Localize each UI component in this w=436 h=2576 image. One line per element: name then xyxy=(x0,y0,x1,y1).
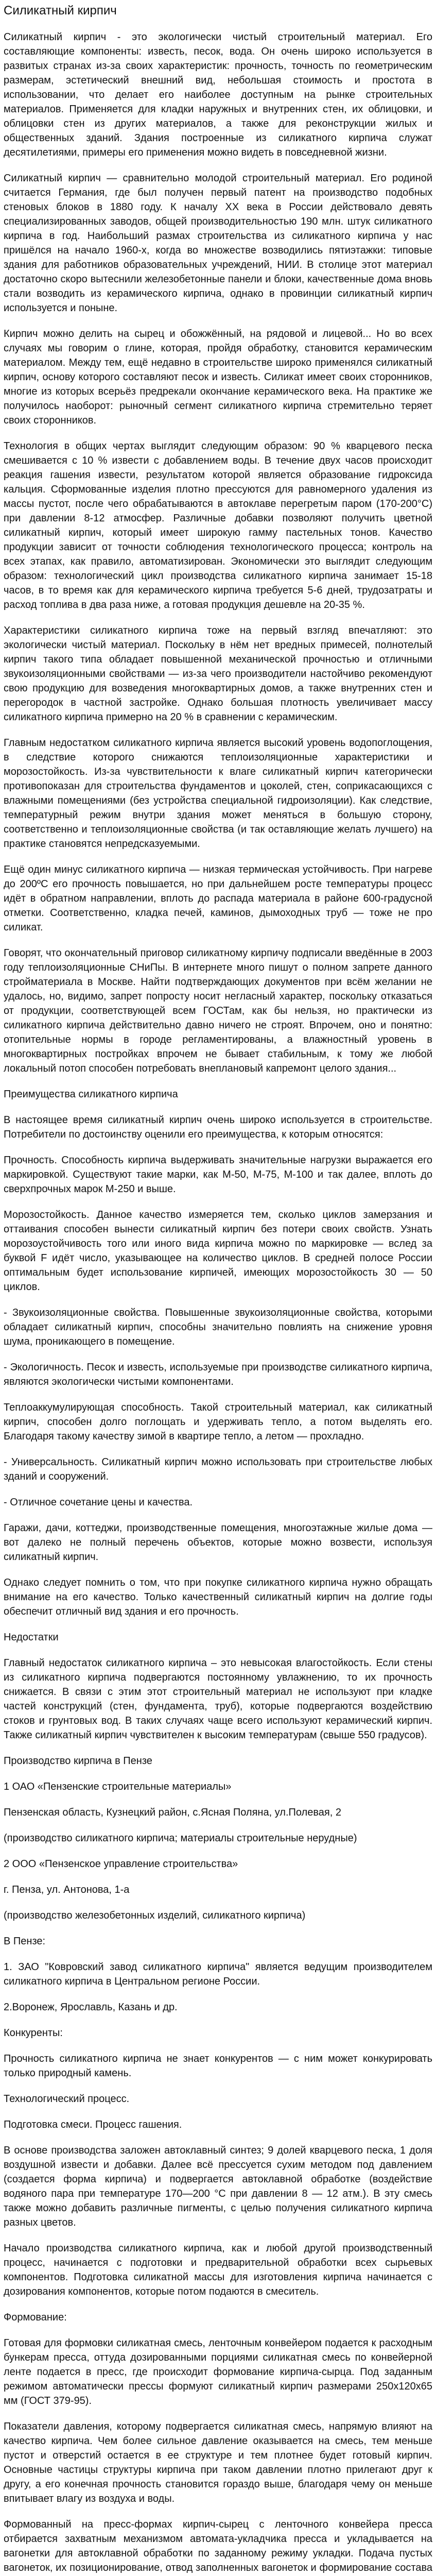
section-heading-production-penza: Производство кирпича в Пензе xyxy=(4,1755,152,1767)
intro-paragraph: Говорят, что окончательный приговор силикатному кирпичу подписали введённые в 2003 году теплоизоляционные СНиПы. В интернете много пишут о полном запрете данного стройматериала в Москве. Найти подтверждающих документов при всём желании не удалось, но, видимо, запрет попросту носит негласный характер, поскольку отказаться от продукции, соответствующей всем ГОСТам, как бы нельзя, но практически из силикатного кирпича действительно давно ничего не строят. Впрочем, оно и понятно: отопительные нормы в городе регламентированы, а влажностный уровень в многоквартирных постройках впрочем не бывает стабильным, к тому же любой локальный потоп способен потребовать внеплановый капремонт целого здания... xyxy=(4,947,432,1074)
disadvantages-text: Главный недостаток силикатного кирпича – это невысокая влагостойкость. Если стены из силикатного кирпича подвергаются постоянному увлажнению, то их прочность снижается. В связи с этим этот строительный материал не используют при кладке частей конструкций (стен, фундамента, труб), которые подвергаются воздействию стоков и грунтовых вод. В таких случаях чаще всего используют керамический кирпич. Также силикатный кирпич чувствителен к высоким температурам (свыше 550 градусов). xyxy=(4,1657,432,1741)
advantages-note: Однако следует помнить о том, что при покупке силикатного кирпича нужно обращать внимание на его качество. Только качественный силикатный кирпич на долгие годы обеспечит отличный вид здания и его прочность. xyxy=(4,1577,432,1617)
advantage-item: - Отличное сочетание цены и качества. xyxy=(4,1497,193,1508)
other-producer-item: 1. ЗАО "Ковровский завод силикатного кирпича" является ведущим производителем силикатного кирпича в Центральном регионе России. xyxy=(4,1961,432,1987)
section-heading-disadvantages: Недостатки xyxy=(4,1632,59,1643)
section-heading-advantages: Преимущества силикатного кирпича xyxy=(4,1089,178,1100)
intro-paragraph: Технология в общих чертах выглядит следующим образом: 90 % кварцевого песка смешивается с 10 % извести с добавлением воды. В течение двух часов происходит реакция гашения извести, результатом которой является образование гидроксида кальция. Сформованные изделия плотно прессуются для равномерного удаления из массы пустот, после чего обрабатываются в автоклаве перегретым паром (170-200°С) при давлении 8-12 атмосфер. Различные добавки позволяют получить цветной силикатный кирпич, который имеет широкую гамму пастельных тонов. Качество продукции зависит от точности соблюдения технологического процесса; контроль на всех этапах, как правило, автоматизирован. Экономически это выглядит следующим образом: технологический цикл производства силикатного кирпича занимает 15-18 часов, в то время как для керамического кирпича требуется 5-6 дней, трудозатраты и расход топлива в два раза ниже, а готовая продукция дешевле на 20-35 %. xyxy=(4,440,432,611)
competitors-text: Прочность силикатного кирпича не знает конкурентов — с ним может конкурировать только природный камень. xyxy=(4,2053,432,2079)
process-subheading: Подготовка смеси. Процесс гашения. xyxy=(4,2119,182,2130)
advantage-item: Прочность. Способность кирпича выдерживать значительные нагрузки выражается его маркировкой. Существуют такие марки, как М-50, М-75, М-100 и так далее, вплоть до сверхпрочных марок М-250 и выше. xyxy=(4,1155,432,1195)
producer-line: (производство железобетонных изделий, силикатного кирпича) xyxy=(4,1910,306,1921)
advantage-item: Морозостойкость. Данное качество измеряется тем, сколько циклов замерзания и оттаивания способен вынести силикатный кирпич без потери своих свойств. Узнать морозоустойчивость того или иного вида кирпича можно по маркировке — вслед за буквой F идёт число, указывающее на количество циклов. В средней полосе России оптимальным будет использование кирпичей, имеющих морозостойкость 30 — 50 циклов. xyxy=(4,1209,432,1293)
advantage-item: - Универсальность. Силикатный кирпич можно использовать при строительстве любых зданий и сооружений. xyxy=(4,1456,432,1482)
producer-line: 1 ОАО «Пензенские строительные материалы» xyxy=(4,1781,232,1792)
document-title: Силикатный кирпич xyxy=(4,4,117,18)
process-paragraph: Готовая для формовки силикатная смесь, ленточным конвейером подается к расходным бункерам пресса, оттуда дозированными порциями силикатная смесь по конвейерной ленте подается в пресс, где происходит формование кирпича-сырца. Под заданным режимом автоматически прессы формуют силикатный кирпич размерами 250x120x65 мм (ГОСТ 379-95). xyxy=(4,2337,432,2406)
advantage-item: - Экологичность. Песок и известь, используемые при производстве силикатного кирпича, являются экологически чистыми компонентами. xyxy=(4,1362,432,1387)
producer-line: Пензенская область, Кузнецкий район, с.Ясная Поляна, ул.Полевая, 2 xyxy=(4,1807,341,1818)
producer-line: 2 ООО «Пензенское управление строительства» xyxy=(4,1858,238,1870)
process-subheading-forming: Формование: xyxy=(4,2312,67,2323)
intro-paragraph: Кирпич можно делить на сырец и обожжённый, на рядовой и лицевой... Но во всех случаях мы говорим о глине, которая, пройдя обработку, становится керамическим материалом. Между тем, ещё недавно в строительстве широко применялся силикатный кирпич, основу которого составляют песок и известь. Силикат имеет своих сторонников, многие из которых всерьёз предрекали окончание керамического века. На практике же получилось наоборот: рыночный сегмент силикатного кирпича стремительно теряет своих сторонников. xyxy=(4,328,432,426)
process-paragraph: В основе производства заложен автоклавный синтез; 9 долей кварцевого песка, 1 доля воздушной извести и добавки. Далее всё прессуется сухим методом под давлением (создается форма кирпича) и подвергается автоклавной обработке (воздействие водяного пара при температуре 170—200 °С при давлении 8 — 12 атм.). В эту смесь также можно добавить различные пигменты, с целью получения силикатного кирпича разных цветов. xyxy=(4,2145,432,2228)
producer-line: (производство силикатного кирпича; материалы строительные нерудные) xyxy=(4,1833,357,1844)
section-heading-process: Технологический процесс. xyxy=(4,2093,130,2105)
intro-paragraph: Силикатный кирпич — сравнительно молодой строительный материал. Его родиной считается Германия, где был получен первый патент на производство подобных стеновых блоков в 1880 году. К началу XX века в России действовало девять специализированных заводов, общей производительностью 190 млн. штук силикатного кирпича в год. Наибольший размах строительства из силикатного кирпича у нас пришёлся на начало 1960-х, когда во множестве возводились пятиэтажки: типовые здания для работников образовательных учреждений, НИИ. В столице этот материал достаточно скоро вытеснили железобетонные панели и блоки, качественные дома вновь стали возводить из керамического кирпича, однако в провинции силикатный кирпич используется и поныне. xyxy=(4,173,432,314)
advantages-note: Гаражи, дачи, коттеджи, производственные помещения, многоэтажные жилые дома — вот далеко не полный перечень объектов, которые можно возвести, используя силикатный кирпич. xyxy=(4,1522,432,1563)
process-paragraph: Начало производства силикатного кирпича, как и любой другой производственный процесс, начинается с подготовки и предварительной обработки всех сырьевых компонентов. Подготовка силикатной массы для изготовления кирпича начинается с дозирования компонентов, которые потом подаются в смеситель. xyxy=(4,2243,432,2297)
advantage-item: - Звукоизоляционные свойства. Повышенные звукоизоляционные свойства, которыми обладает силикатный кирпич, способны значительно повлиять на снижение уровня шума, проникающего в помещение. xyxy=(4,1307,432,1347)
intro-paragraph: Ещё один минус силикатного кирпича — низкая термическая устойчивость. При нагреве до 200ºС его прочность повышается, но при дальнейшем росте температуры процесс идёт в обратном направлении, вплоть до распада материала в районе 600-градусной отметки. Соответственно, кладка печей, каминов, дымоходных труб — тоже не про силикат. xyxy=(4,864,432,933)
producer-line: г. Пенза, ул. Антонова, 1-а xyxy=(4,1884,130,1895)
intro-paragraph: Характеристики силикатного кирпича тоже на первый взгляд впечатляют: это экологически чистый материал. Поскольку в нём нет вредных примесей, полнотелый кирпич такого типа обладает повышенной механической прочностью и отличными звукоизоляционными свойствами — из-за чего производители настойчиво рекомендуют свою продукцию для возведения многоквартирных домов, а также внутренних стен и перегородок в частной застройке. Однако большая плотность увеличивает массу силикатного кирпича примерно на 20 % в сравнении с керамическим. xyxy=(4,625,432,723)
process-paragraph: Показатели давления, которому подвергается силикатная смесь, напрямую влияют на качество кирпича. Чем более сильное давление оказывается на смесь, тем меньше пустот и отверстий остается в ее структуре и тем плотнее будет готовый кирпич. Основные частицы структуры кирпича при таком давлении плотно прилегают друг к другу, а его конечная прочность становится гораздо выше, благодаря чему он меньше впитывает влагу из воздуха и воды. xyxy=(4,2421,432,2504)
intro-paragraph: Силикатный кирпич - это экологически чистый строительный материал. Его составляющие компоненты: известь, песок, вода. Он очень широко используется в развитых странах из-за своих характеристик: прочность, точность по геометрическим размерам, эстетический внешний вид, небольшая стоимость и простота в использовании, что делает его наиболее доступным на рынке строительных материалов. Применяется для кладки наружных и внутренних стен, их облицовки, и облицовки стен из других материалов, а также для реконструкции жилых и общественных зданий. Здания построенные из силикатного кирпича служат десятилетиями, примеры его применения можно видеть в повседневной жизни. xyxy=(4,31,432,158)
process-paragraph: Формованный на пресс-формах кирпич-сырец с ленточного конвейера пресса отбирается захватным механизмом автомата-укладчика пресса и укладывается на вагонетки для автоклавной обработки по заданному режиму укладки. Подача пустых вагонеток, их позиционирование, отвод заполненных вагонеток и формирование состава xyxy=(4,2519,432,2573)
section-heading-competitors: Конкуренты: xyxy=(4,2027,63,2039)
intro-paragraph: Главным недостатком силикатного кирпича является высокий уровень водопоглощения, в следствие которого снижаются теплоизоляционные характеристики и морозостойкость. Из-за чувствительности к влаге силикатный кирпич категорически противопоказан для строительства фундаментов и цоколей, стен, соприкасающихся с влажными помещениями (без устройства специальной гидроизоляции). Как следствие, температурный режим внутри здания может меняться в большую сторону, соответственно и теплоизоляционные свойства (и так оставляющие желать лучшего) на практике становятся непредсказуемыми. xyxy=(4,737,432,850)
advantage-item: Теплоаккумулирующая способность. Такой строительный материал, как силикатный кирпич, способен долго поглощать и удерживать тепло, а потом выделять его. Благодаря такому качеству зимой в квартире тепло, а летом — прохладно. xyxy=(4,1402,432,1442)
producer-line: В Пензе: xyxy=(4,1936,46,1947)
advantages-lead: В настоящее время силикатный кирпич очень широко используется в строительстве. Потребители по достоинству оценили его преимущества, к которым относятся: xyxy=(4,1114,432,1140)
other-producer-item: 2.Воронеж, Ярославль, Казань и др. xyxy=(4,2002,178,2013)
